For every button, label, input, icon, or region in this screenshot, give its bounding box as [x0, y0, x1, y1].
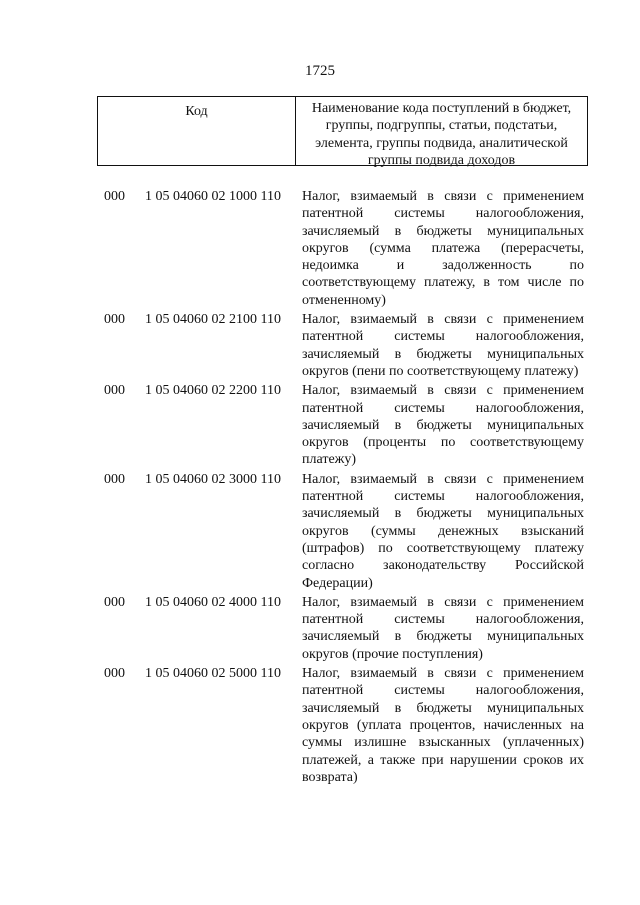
page-number: 1725	[305, 63, 335, 79]
table-row	[0, 471, 640, 592]
budget-code: 1 05 04060 02 2100 110	[145, 312, 281, 328]
admin-code: 000	[104, 594, 125, 610]
table-body	[0, 188, 640, 786]
admin-code: 000	[104, 189, 125, 204]
table-row	[0, 594, 640, 663]
table-row	[0, 311, 640, 380]
table-header	[97, 96, 588, 166]
budget-code: 1 05 04060 02 3000 110	[145, 471, 281, 487]
row-description: Налог, взимаемый в связи с применением патентной системы налогообложения, зачисляемый в бюджеты муниципальных округов (проценты по соответствующему платежу)	[302, 383, 584, 468]
header-name-column: Наименование кода поступлений в бюджет, группы, подгруппы, статьи, подстатьи, элемента, группы подвида, аналитической группы подвида доходов	[296, 97, 588, 165]
row-description: Налог, взимаемый в связи с применением патентной системы налогообложения, зачисляемый в бюджеты муниципальных округов (уплата процентов, начисленных на суммы излишне взысканных (уплаченных) платежей, а также при нарушении сроков их возврата)	[302, 666, 584, 785]
budget-code: 1 05 04060 02 5000 110	[145, 666, 281, 682]
admin-code: 000	[104, 312, 125, 328]
admin-code: 000	[104, 471, 125, 487]
table-row	[0, 382, 640, 468]
budget-code: 1 05 04060 02 1000 110	[145, 189, 281, 204]
row-description: Налог, взимаемый в связи с применением патентной системы налогообложения, зачисляемый в бюджеты муниципальных округов (сумма платежа (перерасчеты, недоимка и задолженность по соответствующему платежу, в том числе по отмененному)	[302, 189, 584, 308]
row-description: Налог, взимаемый в связи с применением патентной системы налогообложения, зачисляемый в бюджеты муниципальных округов (прочие поступления)	[302, 594, 584, 662]
admin-code: 000	[104, 383, 125, 399]
row-description: Налог, взимаемый в связи с применением патентной системы налогообложения, зачисляемый в бюджеты муниципальных округов (суммы денежных взысканий (штрафов) по соответствующему платежу согласно законодательству Российской Федерации)	[302, 471, 584, 591]
table-row	[0, 665, 640, 786]
budget-code: 1 05 04060 02 2200 110	[145, 383, 281, 399]
table-row	[0, 188, 640, 309]
header-code-column: Код	[97, 97, 296, 165]
row-description: Налог, взимаемый в связи с применением патентной системы налогообложения, зачисляемый в бюджеты муниципальных округов (пени по соответствующему платежу)	[302, 312, 584, 379]
budget-code: 1 05 04060 02 4000 110	[145, 594, 281, 610]
admin-code: 000	[104, 666, 125, 682]
